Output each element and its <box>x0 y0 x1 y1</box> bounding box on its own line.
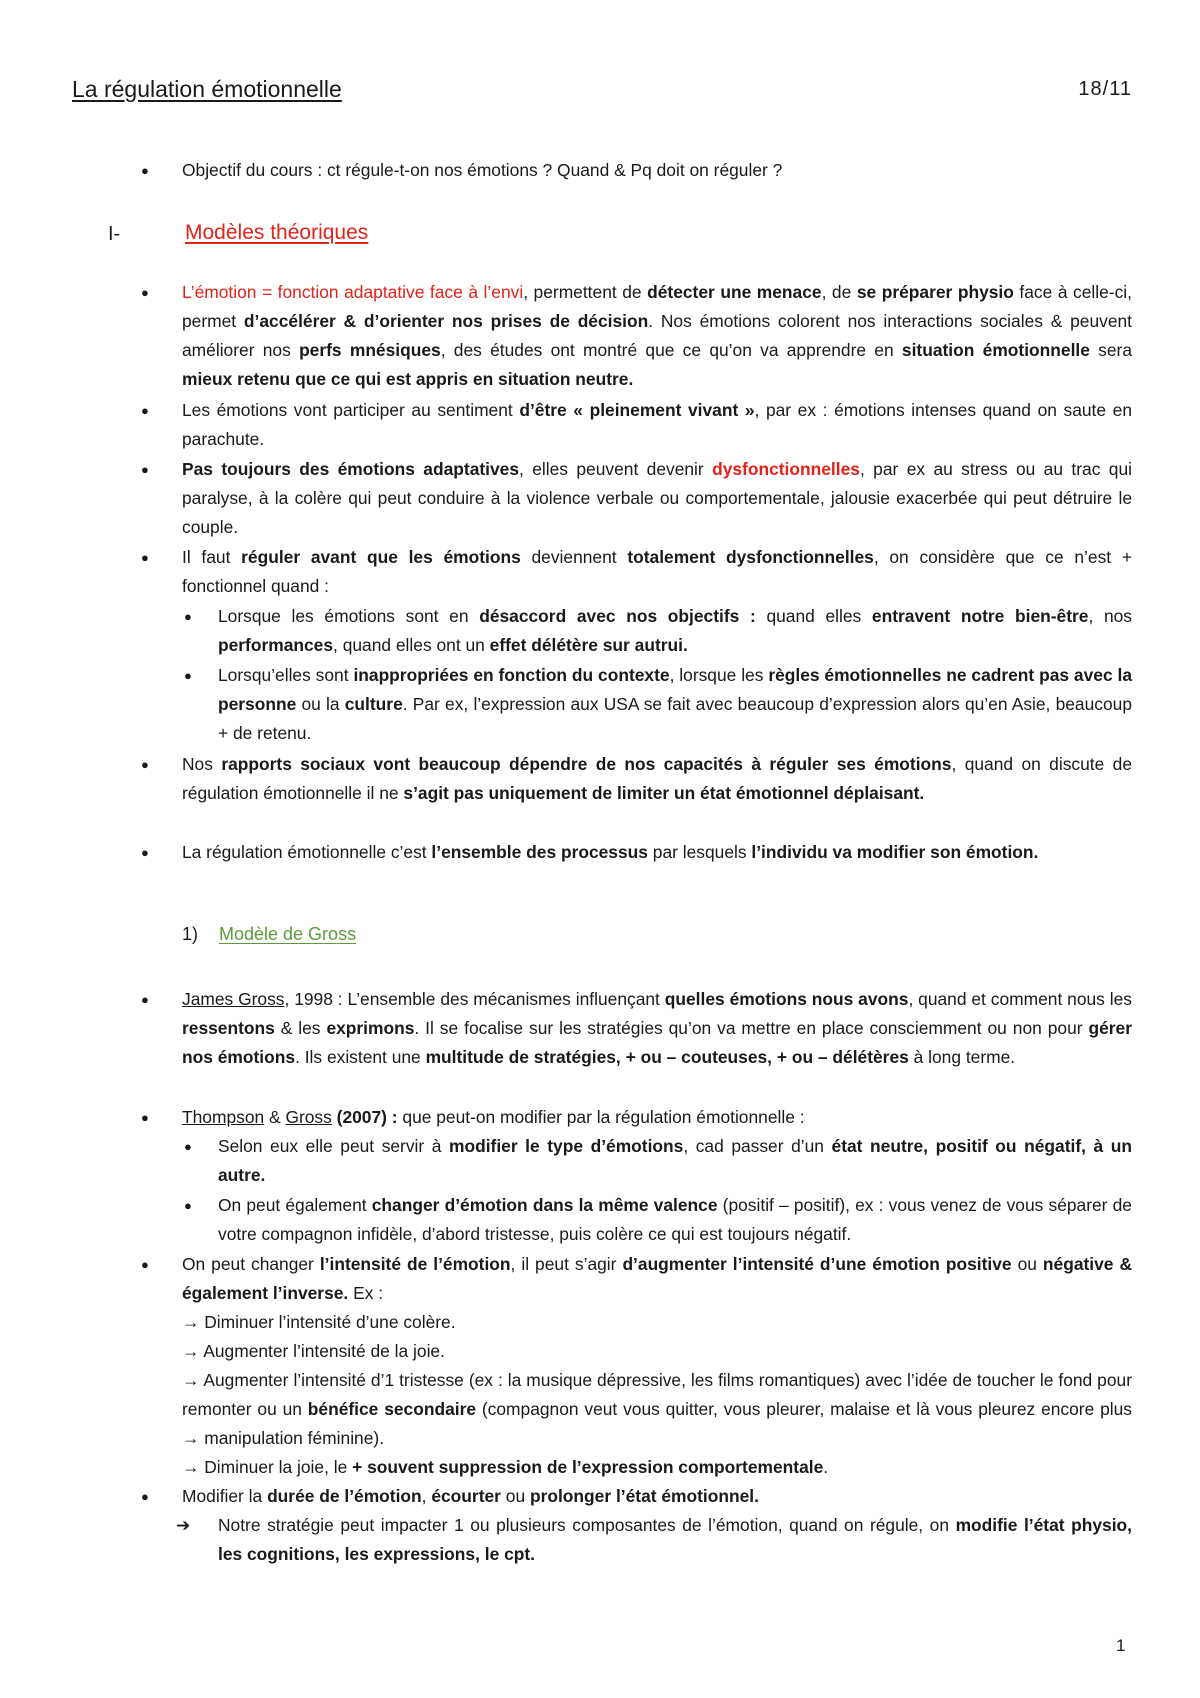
bullet-icon: ● <box>141 462 149 477</box>
paragraph-4-sub-2: Lorsqu’elles sont inappropriées en fonction du contexte, lorsque les règles émotionnelles ne cadrent pas avec la personne ou la culture. Par ex, l’expression aux USA se fait avec beaucoup d’expression alors qu’en Asie, beaucoup + de retenu. <box>218 665 1132 743</box>
bullet-icon: ● <box>141 1110 149 1125</box>
gross-paragraph-3: On peut changer l’intensité de l’émotion, il peut s’agir d’augmenter l’intensité d’une émotion positive ou négative & également l’inverse. Ex : <box>182 1254 1133 1303</box>
bullet-icon: ● <box>184 609 192 624</box>
bullet-icon: ● <box>141 163 149 178</box>
bullet-icon: ● <box>141 1489 149 1504</box>
paragraph-1: L’émotion = fonction adaptative face à l’envi, permettent de détecter une menace, de se préparer physio face à celle-ci, permet d’accélérer & d’orienter nos prises de décision. Nos émotions colorent nos interactions sociales & peuvent améliorer nos perfs mnésiques, des études ont montré que ce qu’on va apprendre en situation émotionnelle sera mieux retenu que ce qui est appris en situation neutre. <box>182 282 1132 389</box>
bullet-icon: ● <box>141 1257 149 1272</box>
arrow-line-4: → Diminuer la joie, le + souvent suppression de l’expression comportementale. <box>182 1457 829 1477</box>
section-heading: Modèles théoriques <box>185 221 369 244</box>
bullet-icon: ● <box>184 668 192 683</box>
gross-paragraph-5: Notre stratégie peut impacter 1 ou plusieurs composantes de l’émotion, quand on régule, on modifie l’état physio, les cognitions, les expressions, le cpt. <box>218 1515 1132 1564</box>
bullet-icon: ● <box>141 403 149 418</box>
paragraph-6: La régulation émotionnelle c’est l’ensemble des processus par lesquels l’individu va modifier son émotion. <box>182 842 1039 862</box>
paragraph-4: Il faut réguler avant que les émotions deviennent totalement dysfonctionnelles, on considère que ce n’est + fonctionnel quand : <box>182 547 1132 596</box>
gross-paragraph-1: James Gross, 1998 : L’ensemble des mécanismes influençant quelles émotions nous avons, quand et comment nous les ressentons & les exprimons. Il se focalise sur les stratégies qu’on va mettre en place consciemment ou non pour gérer nos émotions. Ils existent une multitude de stratégies, + ou – couteuses, + ou – délétères à long terme. <box>182 989 1132 1067</box>
document-date: 18/11 <box>1078 78 1132 100</box>
arrow-line-1: → Diminuer l’intensité d’une colère. <box>182 1312 456 1332</box>
page-header <box>72 76 1132 108</box>
arrow-right-icon: ➔ <box>176 1516 191 1535</box>
bullet-icon: ● <box>141 550 149 565</box>
subsection-heading: Modèle de Gross <box>219 924 357 944</box>
document-title: La régulation émotionnelle <box>72 76 342 102</box>
section-number: I- <box>108 223 121 245</box>
bullet-icon: ● <box>141 845 149 860</box>
paragraph-4-sub-1: Lorsque les émotions sont en désaccord avec nos objectifs : quand elles entravent notre bien-être, nos performances, quand elles ont un effet délétère sur autrui. <box>218 606 1133 655</box>
paragraph-2: Les émotions vont participer au sentiment d’être « pleinement vivant », par ex : émotions intenses quand on saute en parachute. <box>182 400 1133 449</box>
arrow-line-3: → Augmenter l’intensité d’1 tristesse (ex : la musique dépressive, les films romantiques) avec l’idée de toucher le fond pour remonter ou un bénéfice secondaire (compagnon veut vous quitter, vous pleurer, malaise et là vous pleurez encore plus → manipulation féminine). <box>182 1370 1132 1448</box>
bullet-icon: ● <box>141 992 149 1007</box>
subsection-number: 1) <box>182 924 199 944</box>
gross-paragraph-2-sub-1: Selon eux elle peut servir à modifier le type d’émotions, cad passer d’un état neutre, positif ou négatif, à un autre. <box>218 1136 1133 1185</box>
gross-paragraph-2-sub-2: On peut également changer d’émotion dans la même valence (positif – positif), ex : vous venez de vous séparer de votre compagnon infidèle, d’abord tristesse, puis colère ce qui est toujours négatif. <box>218 1195 1132 1244</box>
bullet-icon: ● <box>184 1198 192 1213</box>
gross-paragraph-4: Modifier la durée de l’émotion, écourter ou prolonger l’état émotionnel. <box>182 1486 759 1506</box>
gross-paragraph-2: Thompson & Gross (2007) : que peut-on modifier par la régulation émotionnelle : <box>182 1107 805 1127</box>
paragraph-5: Nos rapports sociaux vont beaucoup dépendre de nos capacités à réguler ses émotions, quand on discute de régulation émotionnelle il ne s’agit pas uniquement de limiter un état émotionnel déplaisant. <box>182 754 1133 803</box>
paragraph-3: Pas toujours des émotions adaptatives, elles peuvent devenir dysfonctionnelles, par ex au stress ou au trac qui paralyse, à la colère qui peut conduire à la violence verbale ou comportementale, jalousie exacerbée qui peut détruire le couple. <box>182 459 1132 537</box>
objective-text: Objectif du cours : ct régule-t-on nos émotions ? Quand & Pq doit on réguler ? <box>182 160 783 180</box>
bullet-icon: ● <box>141 285 149 300</box>
arrow-line-2: → Augmenter l’intensité de la joie. <box>182 1341 445 1361</box>
bullet-icon: ● <box>141 757 149 772</box>
bullet-icon: ● <box>184 1139 192 1154</box>
page-number: 1 <box>1116 1636 1126 1655</box>
